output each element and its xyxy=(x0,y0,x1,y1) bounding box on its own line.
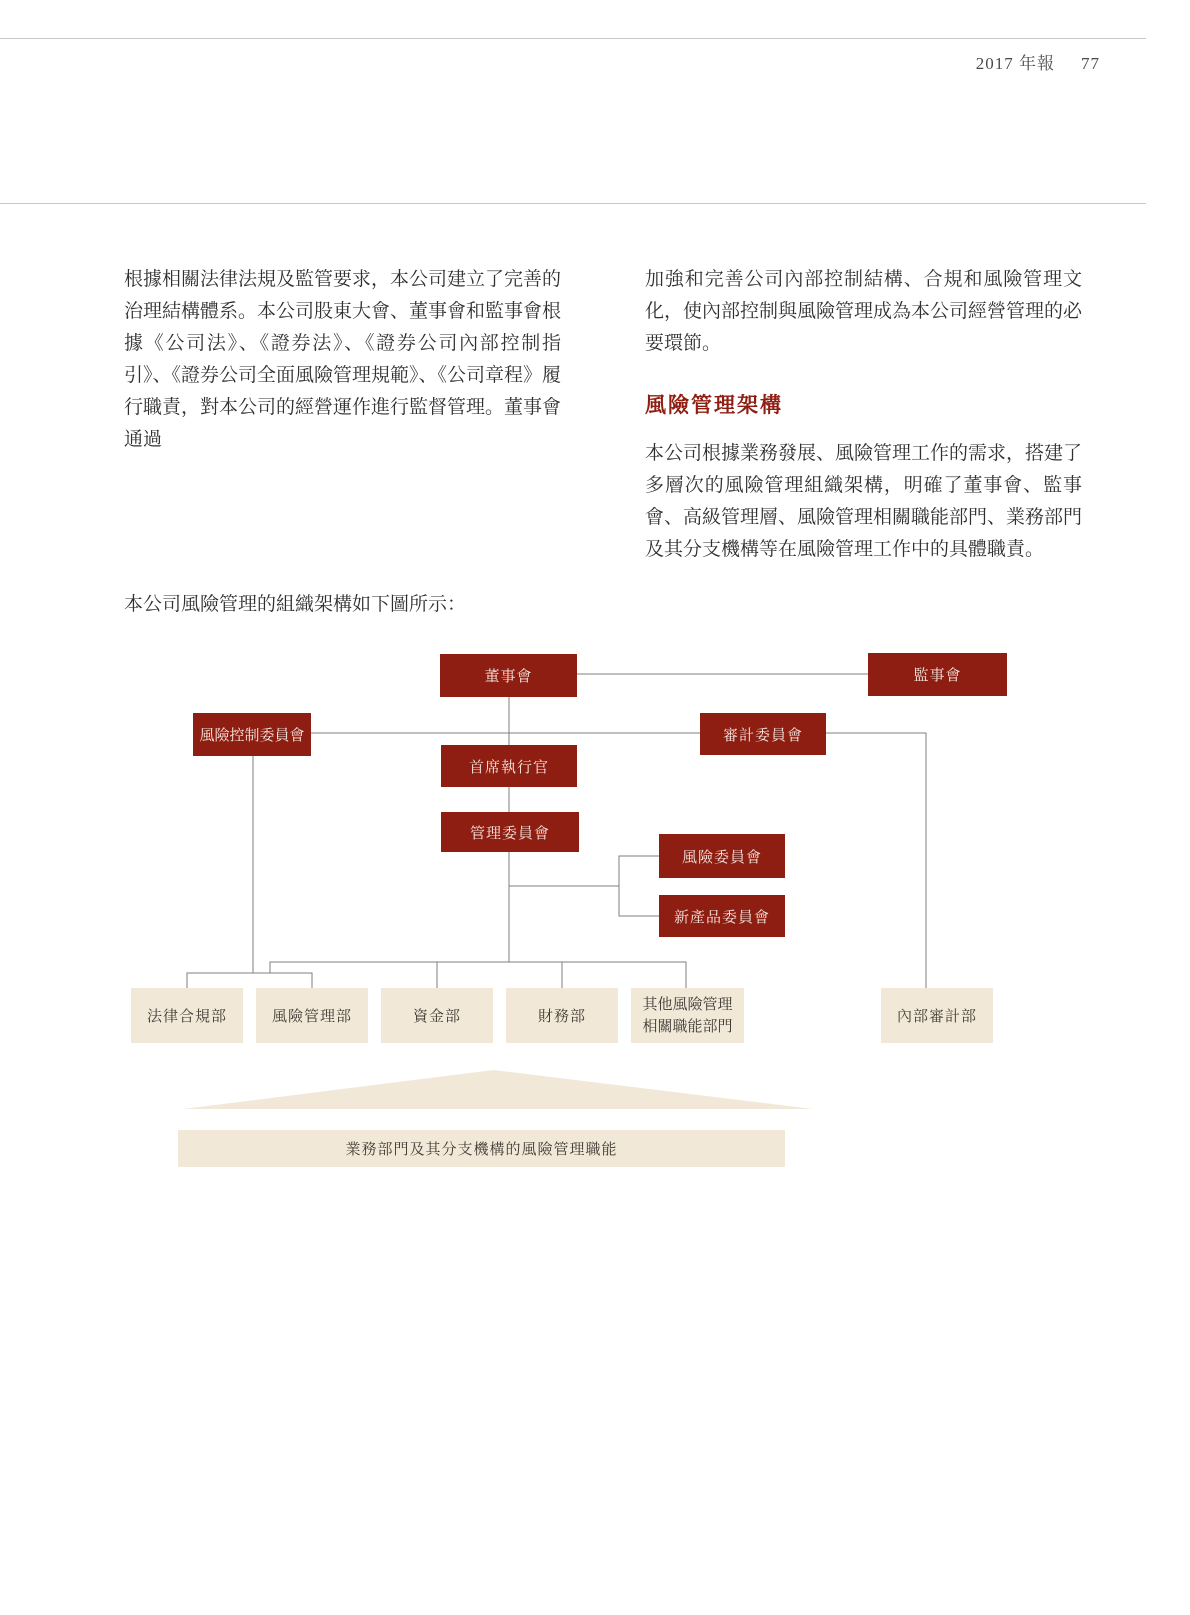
org-node-board: 董事會 xyxy=(440,654,577,697)
section-heading: 風險管理架構 xyxy=(645,393,783,417)
org-node-other-risk-depts xyxy=(631,988,744,1043)
org-chart xyxy=(0,620,1190,1180)
org-node-treasury-dept: 資金部 xyxy=(381,988,493,1043)
org-node-new-product-committee: 新產品委員會 xyxy=(659,895,785,937)
org-node-business-units: 業務部門及其分支機構的風險管理職能 xyxy=(178,1130,785,1167)
org-node-risk-control-committee: 風險控制委員會 xyxy=(193,713,311,756)
org-node-risk-management-dept: 風險管理部 xyxy=(256,988,368,1043)
org-node-other-risk-depts-label: 其他風險管理相關職能部門 xyxy=(642,996,733,1035)
org-node-legal-compliance-dept: 法律合規部 xyxy=(131,988,243,1043)
org-chart-caption: 本公司風險管理的組織架構如下圖所示： xyxy=(124,594,467,615)
header-bottom-rule xyxy=(0,203,1146,204)
section-body-paragraph: 本公司根據業務發展、風險管理工作的需求，搭建了多層次的風險管理組織架構，明確了董事會、監事會、高級管理層、風險管理相關職能部門、業務部門及其分支機構等在風險管理工作中的具體職責。 xyxy=(645,443,1083,560)
page-header xyxy=(976,49,1100,74)
page-number: 77 xyxy=(1081,54,1100,73)
org-node-finance-dept: 財務部 xyxy=(506,988,618,1043)
business-units-roof-shape xyxy=(183,1070,813,1109)
header-top-rule xyxy=(0,38,1146,39)
intro-paragraph-left: 根據相關法律法規及監管要求，本公司建立了完善的治理結構體系。本公司股東大會、董事會和監事會根據《公司法》、《證券法》、《證券公司內部控制指引》、《證券公司全面風險管理規範》、《公司章程》履行職責，對本公司的經營運作進行監督管理。董事會通過 xyxy=(124,269,562,450)
org-node-audit-committee: 審計委員會 xyxy=(700,713,826,755)
org-node-management-committee: 管理委員會 xyxy=(441,812,579,852)
connector-audit-internalaudit xyxy=(826,733,926,988)
org-chart-connectors xyxy=(0,620,1190,1180)
report-year-label: 2017 年報 xyxy=(975,54,1055,73)
connector-branch-legal-riskdept xyxy=(187,973,312,988)
connector-department-bus xyxy=(270,962,686,988)
connector-committees-bracket xyxy=(619,856,659,916)
org-node-ceo: 首席執行官 xyxy=(441,745,577,787)
org-node-risk-committee: 風險委員會 xyxy=(659,834,785,878)
org-node-internal-audit-dept: 內部審計部 xyxy=(881,988,993,1043)
intro-paragraph-right: 加強和完善公司內部控制結構、合規和風險管理文化，使內部控制與風險管理成為本公司經營管理的必要環節。 xyxy=(645,269,1083,354)
org-node-supervisory-committee: 監事會 xyxy=(868,653,1007,696)
